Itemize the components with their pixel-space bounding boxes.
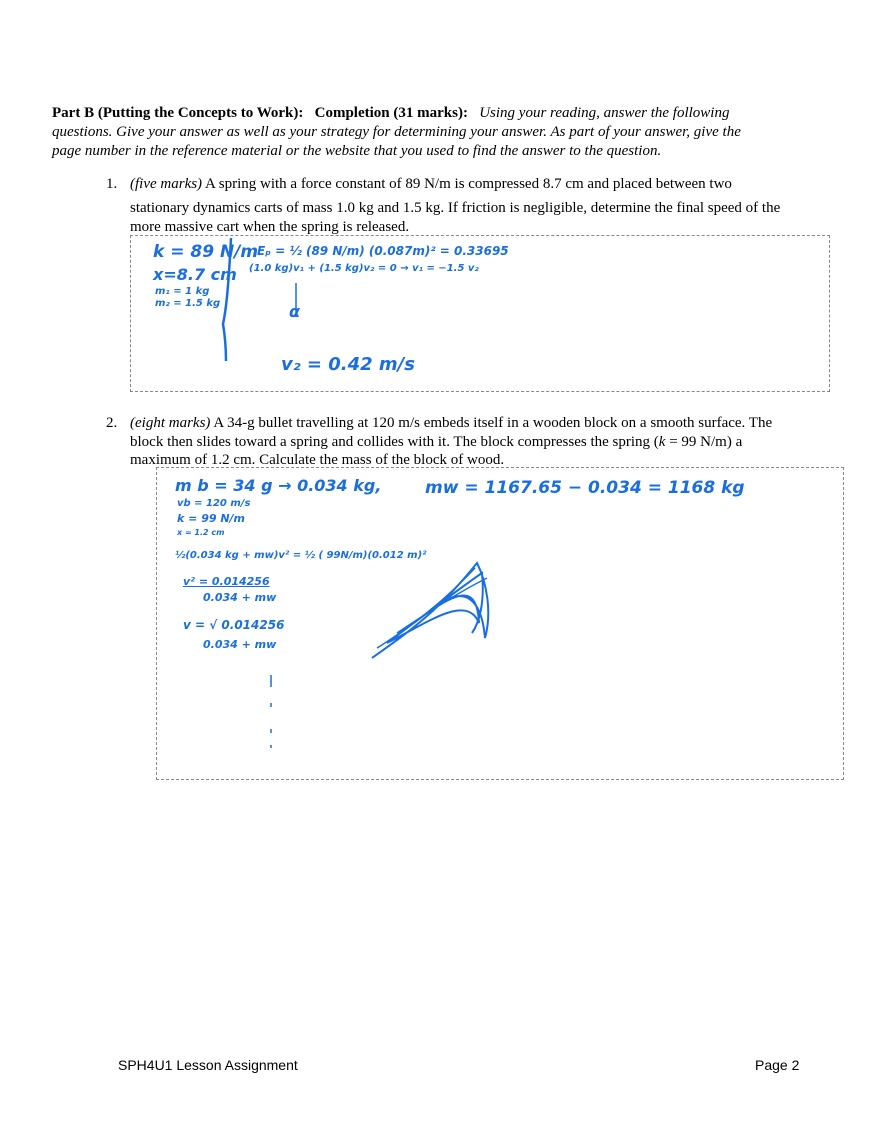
- instructions-text: Using your reading, answer the following: [479, 105, 730, 121]
- answer-box-2[interactable]: [156, 467, 844, 780]
- completion-label: Completion (31 marks):: [314, 105, 468, 121]
- instructions-line-3: page number in the reference material or the website that you used to find the answer to the question.: [52, 143, 662, 159]
- question-1-line-3: more massive cart when the spring is released.: [130, 219, 410, 235]
- handwriting: 0.034 + mw: [203, 591, 277, 604]
- question-2-text: = 99 N/m) a: [665, 434, 743, 450]
- instructions-line-1: [52, 105, 729, 122]
- bracket-stroke: [211, 236, 241, 366]
- handwriting: k = 89 N/m: [153, 242, 259, 262]
- answer-handwriting: v₂ = 0.42 m/s: [281, 354, 415, 375]
- handwriting: m₁ = 1 kg: [155, 286, 210, 297]
- question-2-marks: (eight marks): [130, 415, 211, 431]
- handwriting: 0.034 + mw: [203, 638, 277, 651]
- question-2-number: 2.: [106, 415, 118, 431]
- question-1-line-2: stationary dynamics carts of mass 1.0 kg and 1.5 kg. If friction is negligible, determine the final speed of the: [130, 200, 781, 216]
- question-1-text: A spring with a force constant of 89 N/m is compressed 8.7 cm and placed between two: [202, 176, 732, 192]
- handwriting: v = √ 0.014256: [183, 618, 285, 632]
- k-symbol: k: [658, 434, 666, 450]
- scribble-mark: [367, 553, 497, 663]
- footer-course: SPH4U1 Lesson Assignment: [118, 1057, 298, 1073]
- answer-box-1[interactable]: [130, 235, 830, 392]
- handwriting: x = 1.2 cm: [177, 528, 225, 537]
- handwriting: m₂ = 1.5 kg: [155, 298, 221, 309]
- question-1-number: 1.: [106, 176, 118, 192]
- handwriting: α: [289, 302, 300, 321]
- footer-page-number: Page 2: [755, 1057, 800, 1073]
- handwriting: ½(0.034 kg + mw)v² = ½ ( 99N/m)(0.012 m)²: [175, 550, 427, 561]
- handwriting: k = 99 N/m: [177, 512, 246, 525]
- handwriting: m b = 34 g → 0.034 kg,: [175, 476, 382, 495]
- handwriting: (1.0 kg)v₁ + (1.5 kg)v₂ = 0 → v₁ = −1.5 v₂: [249, 263, 479, 274]
- question-2-text: A 34-g bullet travelling at 120 m/s embeds itself in a wooden block on a smooth surface. The: [210, 415, 773, 431]
- handwriting: x=8.7 cm: [153, 265, 237, 284]
- question-2-text: block then slides toward a spring and collides with it. The block compresses the spring (: [130, 434, 659, 450]
- question-1-line-1: [130, 176, 732, 193]
- handwriting: vb = 120 m/s: [177, 498, 251, 509]
- question-2-line-2: [130, 434, 742, 451]
- part-title: Part B (Putting the Concepts to Work):: [52, 105, 304, 121]
- question-2-line-3: maximum of 1.2 cm. Calculate the mass of the block of wood.: [130, 452, 505, 468]
- instructions-line-2: questions. Give your answer as well as your strategy for determining your answer. As part of your answer, give the: [52, 124, 741, 140]
- handwriting: v² = 0.014256: [183, 575, 270, 588]
- answer-handwriting: mw = 1167.65 − 0.034 = 1168 kg: [425, 478, 745, 498]
- question-1-marks: (five marks): [130, 176, 203, 192]
- handwriting: Eₚ = ½ (89 N/m) (0.087m)² = 0.33695: [257, 244, 509, 258]
- stray-marks: [267, 673, 277, 753]
- question-2-line-1: [130, 415, 772, 432]
